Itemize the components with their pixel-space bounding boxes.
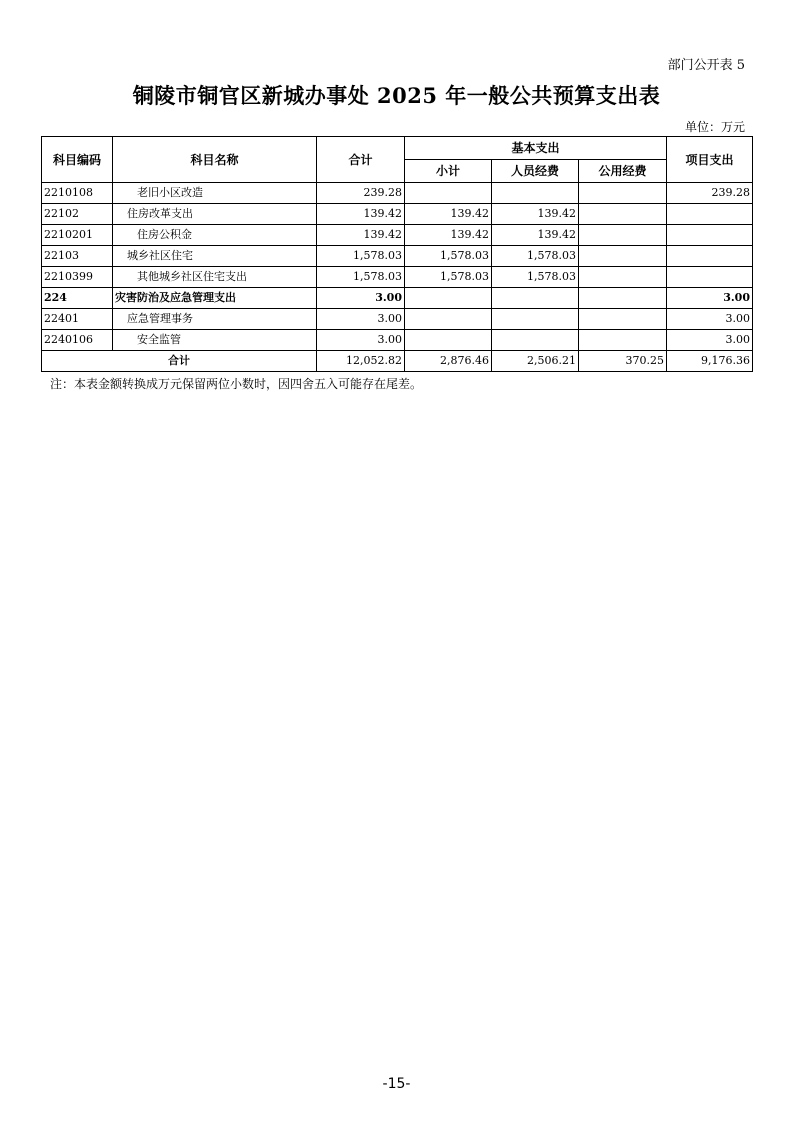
cell-project	[667, 246, 753, 267]
header-subtotal: 小计	[405, 160, 492, 183]
cell-public	[579, 267, 667, 288]
cell-total: 139.42	[317, 204, 405, 225]
cell-personnel	[492, 183, 579, 204]
cell-public	[579, 309, 667, 330]
table-row	[42, 246, 753, 267]
cell-name: 其他城乡社区住宅支出	[113, 267, 317, 288]
footnote: 注：本表金额转换成万元保留两位小数时，因四舍五入可能存在尾差。	[50, 377, 423, 391]
table-row	[42, 267, 753, 288]
cell-subtotal: 139.42	[405, 225, 492, 246]
cell-public	[579, 246, 667, 267]
cell-code: 2240106	[42, 330, 113, 351]
table-row	[42, 183, 753, 204]
cell-personnel: 139.42	[492, 204, 579, 225]
total-personnel: 2,506.21	[492, 351, 579, 372]
cell-project: 3.00	[667, 309, 753, 330]
header-basic: 基本支出	[405, 137, 667, 160]
header-total: 合计	[317, 137, 405, 183]
cell-name: 灾害防治及应急管理支出	[113, 288, 317, 309]
cell-public	[579, 288, 667, 309]
table-row	[42, 225, 753, 246]
header-personnel: 人员经费	[492, 160, 579, 183]
cell-personnel	[492, 288, 579, 309]
cell-personnel	[492, 330, 579, 351]
cell-name: 老旧小区改造	[113, 183, 317, 204]
unit-label: 单位：万元	[684, 120, 745, 134]
total-total: 12,052.82	[317, 351, 405, 372]
table-row	[42, 288, 753, 309]
cell-subtotal	[405, 330, 492, 351]
table-row	[42, 309, 753, 330]
cell-personnel: 1,578.03	[492, 267, 579, 288]
cell-project: 239.28	[667, 183, 753, 204]
header-project: 项目支出	[667, 137, 753, 183]
cell-name: 住房公积金	[113, 225, 317, 246]
cell-project	[667, 267, 753, 288]
cell-name: 应急管理事务	[113, 309, 317, 330]
header-name: 科目名称	[113, 137, 317, 183]
total-public: 370.25	[579, 351, 667, 372]
header-code: 科目编码	[42, 137, 113, 183]
cell-code: 2210108	[42, 183, 113, 204]
cell-project	[667, 225, 753, 246]
page-number: -15-	[382, 1076, 411, 1092]
cell-public	[579, 183, 667, 204]
table-body	[42, 183, 753, 372]
cell-public	[579, 330, 667, 351]
cell-subtotal: 1,578.03	[405, 246, 492, 267]
total-subtotal: 2,876.46	[405, 351, 492, 372]
cell-personnel	[492, 309, 579, 330]
cell-code: 22401	[42, 309, 113, 330]
table-row	[42, 204, 753, 225]
total-project: 9,176.36	[667, 351, 753, 372]
page-label: 部门公开表 5	[667, 58, 745, 73]
cell-subtotal	[405, 288, 492, 309]
cell-name: 城乡社区住宅	[113, 246, 317, 267]
cell-personnel: 139.42	[492, 225, 579, 246]
cell-subtotal: 1,578.03	[405, 267, 492, 288]
cell-code: 22102	[42, 204, 113, 225]
table-row	[42, 330, 753, 351]
cell-subtotal	[405, 183, 492, 204]
cell-subtotal	[405, 309, 492, 330]
cell-code: 2210399	[42, 267, 113, 288]
cell-total: 139.42	[317, 225, 405, 246]
cell-total: 3.00	[317, 288, 405, 309]
cell-project: 3.00	[667, 288, 753, 309]
total-row	[42, 351, 753, 372]
header-public: 公用经费	[579, 160, 667, 183]
cell-total: 3.00	[317, 309, 405, 330]
cell-public	[579, 204, 667, 225]
total-label: 合计	[42, 351, 317, 372]
page-title: 铜陵市铜官区新城办事处 2025 年一般公共预算支出表	[132, 83, 661, 108]
cell-code: 2210201	[42, 225, 113, 246]
cell-code: 22103	[42, 246, 113, 267]
cell-total: 1,578.03	[317, 267, 405, 288]
cell-project: 3.00	[667, 330, 753, 351]
cell-name: 安全监管	[113, 330, 317, 351]
cell-code: 224	[42, 288, 113, 309]
budget-table	[41, 136, 753, 372]
cell-name: 住房改革支出	[113, 204, 317, 225]
cell-project	[667, 204, 753, 225]
cell-personnel: 1,578.03	[492, 246, 579, 267]
cell-total: 3.00	[317, 330, 405, 351]
cell-public	[579, 225, 667, 246]
cell-total: 239.28	[317, 183, 405, 204]
cell-subtotal: 139.42	[405, 204, 492, 225]
cell-total: 1,578.03	[317, 246, 405, 267]
